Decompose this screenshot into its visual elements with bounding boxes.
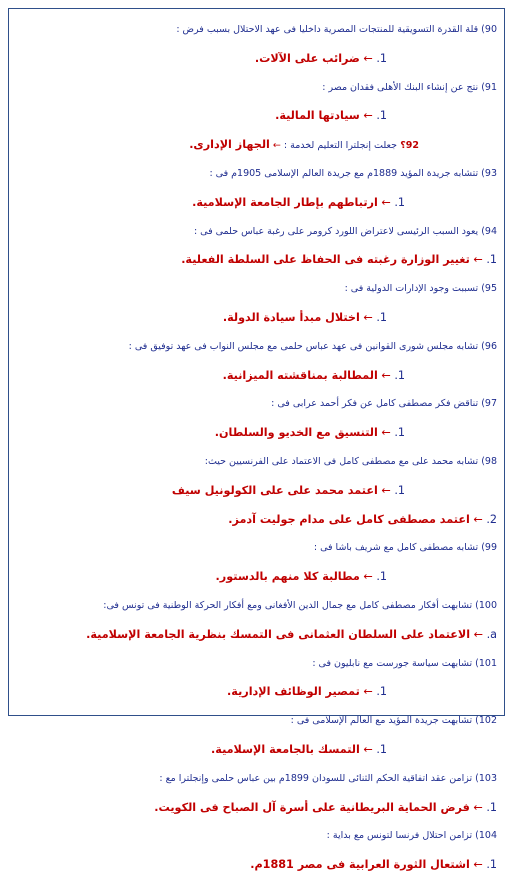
answer-marker: 2.	[486, 512, 497, 526]
arrow-icon: ←	[359, 109, 377, 123]
answer-text: ضرائب على الآلات.	[254, 51, 360, 65]
question-text: جعلت إنجلترا التعليم لخدمة :	[283, 140, 397, 152]
answer-text: مطالبة كلا منهم بالدستور.	[215, 570, 360, 584]
answer-text: تمصير الوظائف الإدارية.	[227, 685, 360, 699]
answer-marker: 1.	[376, 51, 387, 65]
answer-marker: 1.	[486, 253, 497, 267]
answer-line	[8, 189, 497, 218]
arrow-icon: ←	[469, 800, 487, 814]
answer-line	[8, 304, 497, 333]
question-text: 104) تزامن احتلال فرنسا لتونس مع بداية :	[326, 830, 497, 842]
answer-text: التمسك بالجامعة الإسلامية.	[211, 742, 360, 756]
question-line	[8, 160, 497, 189]
arrow-icon: ←	[469, 512, 487, 526]
question-line	[8, 74, 497, 103]
question-text: 101) تشابهت سياسة جورست مع نابليون فى :	[312, 657, 497, 669]
answer-text: تغيير الوزارة رغبته فى الحفاظ على السلطة الفعلية.	[181, 253, 470, 267]
question-text: 90) قلة القدرة التسويقية للمنتجات المصرية داخليا فى عهد الاحتلال بسبب فرض :	[176, 24, 497, 35]
question-line	[8, 822, 497, 851]
question-line	[8, 333, 497, 362]
answer-text: الاعتماد على السلطان العثمانى فى التمسك بنظرية الجامعة الإسلامية.	[86, 627, 471, 641]
answer-marker: 1.	[394, 426, 405, 440]
question-line	[8, 765, 497, 794]
answer-marker: 1.	[376, 685, 387, 699]
question-text: 100) تشابهت أفكار مصطفى كامل مع جمال الدين الأفغانى ومع أفكار الحركة الوطنية فى تونس فى:	[103, 599, 497, 611]
question-answer-line	[8, 131, 497, 160]
question-text: 91) نتج عن إنشاء البنك الأهلى فقدان مصر :	[322, 81, 497, 93]
question-line	[8, 16, 497, 45]
arrow-icon: ←	[359, 310, 377, 324]
arrow-icon: ←	[377, 195, 395, 209]
answer-line	[8, 621, 497, 650]
question-line	[8, 390, 497, 419]
arrow-icon: ←	[359, 570, 377, 584]
answer-text: اعتمد مصطفى كامل على مدام جوليت آدمز.	[228, 512, 470, 526]
answer-text: التنسيق مع الخديو والسلطان.	[214, 426, 378, 440]
arrow-icon: ←	[359, 742, 377, 756]
answer-marker: 1.	[376, 310, 387, 324]
answer-marker: 1.	[394, 195, 405, 209]
question-text: 96) تشابه مجلس شورى القوانين فى عهد عباس حلمى مع مجلس النواب فى عهد توفيق فى :	[128, 340, 497, 352]
arrow-icon: ←	[377, 426, 395, 440]
answer-text: اختلال مبدأ سيادة الدولة.	[222, 310, 360, 324]
arrow-icon: ←	[469, 253, 487, 267]
answer-marker: 1.	[394, 368, 405, 382]
question-number: 92	[405, 140, 419, 152]
question-text: 103) تزامن عقد اتفاقية الحكم الثنائى للسودان 1899م بين عباس حلمى وإنجلترا مع :	[159, 772, 497, 784]
answer-line	[8, 419, 497, 448]
question-text: 93) تتشابه جريدة المؤيد 1889م مع جريدة العالم الإسلامى 1905م فى :	[209, 167, 497, 179]
question-text: 97) تناقض فكر مصطفى كامل عن فكر أحمد عرابى فى :	[271, 398, 497, 410]
arrow-icon: ←	[377, 368, 395, 382]
question-line	[8, 534, 497, 563]
answer-line	[8, 678, 497, 707]
question-text: 99) تشابه مصطفى كامل مع شريف باشا فى :	[313, 542, 497, 554]
answer-line	[8, 506, 497, 535]
answer-marker: 1.	[486, 858, 497, 872]
arrow-icon: ←	[470, 627, 487, 641]
answer-line	[8, 477, 497, 506]
answer-text: الجهاز الإدارى.	[189, 138, 270, 152]
answer-text: المطالبة بمناقشته الميزانية.	[222, 368, 378, 382]
arrow-icon: ←	[269, 140, 284, 152]
answer-line	[8, 102, 497, 131]
question-list	[8, 16, 497, 880]
answer-line	[8, 45, 497, 74]
question-text: 102) تشابهت جريدة المؤيد مع العالم الإسلامى فى :	[290, 715, 497, 727]
question-line	[8, 707, 497, 736]
answer-line	[8, 736, 497, 765]
answer-text: ارتباطهم بإطار الجامعة الإسلامية.	[192, 195, 378, 209]
answer-marker: a.	[486, 627, 497, 641]
answer-line	[8, 794, 497, 823]
question-line	[8, 650, 497, 679]
answer-marker: 1.	[376, 109, 387, 123]
answer-marker: 1.	[376, 742, 387, 756]
question-text: 95) تسببت وجود الإدارات الدولية فى :	[344, 283, 497, 295]
answer-text: سيادتها المالية.	[275, 109, 360, 123]
answer-text: فرض الحماية البريطانية على أسرة آل الصباح فى الكويت.	[154, 800, 470, 814]
answer-text: اعتمد محمد على على الكولونيل سيف	[171, 483, 378, 497]
answer-marker: 1.	[486, 800, 497, 814]
question-text: 98) تشابه محمد على مع مصطفى كامل فى الاعتماد على الفرنسيين حيث:	[204, 455, 497, 467]
arrow-icon: ←	[359, 685, 377, 699]
question-line	[8, 592, 497, 621]
question-text: 94) يعود السبب الرئيسى لاعتراض اللورد كرومر على رغبة عباس حلمى فى :	[193, 225, 497, 237]
answer-line	[8, 563, 497, 592]
answer-line	[8, 362, 497, 391]
question-line	[8, 218, 497, 247]
question-line	[8, 275, 497, 304]
answer-text: اشتعال الثورة العرابية فى مصر 1881م.	[250, 858, 470, 872]
answer-line	[8, 851, 497, 880]
answer-marker: 1.	[376, 570, 387, 584]
question-line	[8, 448, 497, 477]
arrow-icon: ←	[377, 483, 395, 497]
answer-line	[8, 246, 497, 275]
answer-marker: 1.	[394, 483, 405, 497]
number-separator: ؟	[396, 140, 406, 152]
arrow-icon: ←	[469, 858, 487, 872]
arrow-icon: ←	[359, 51, 377, 65]
